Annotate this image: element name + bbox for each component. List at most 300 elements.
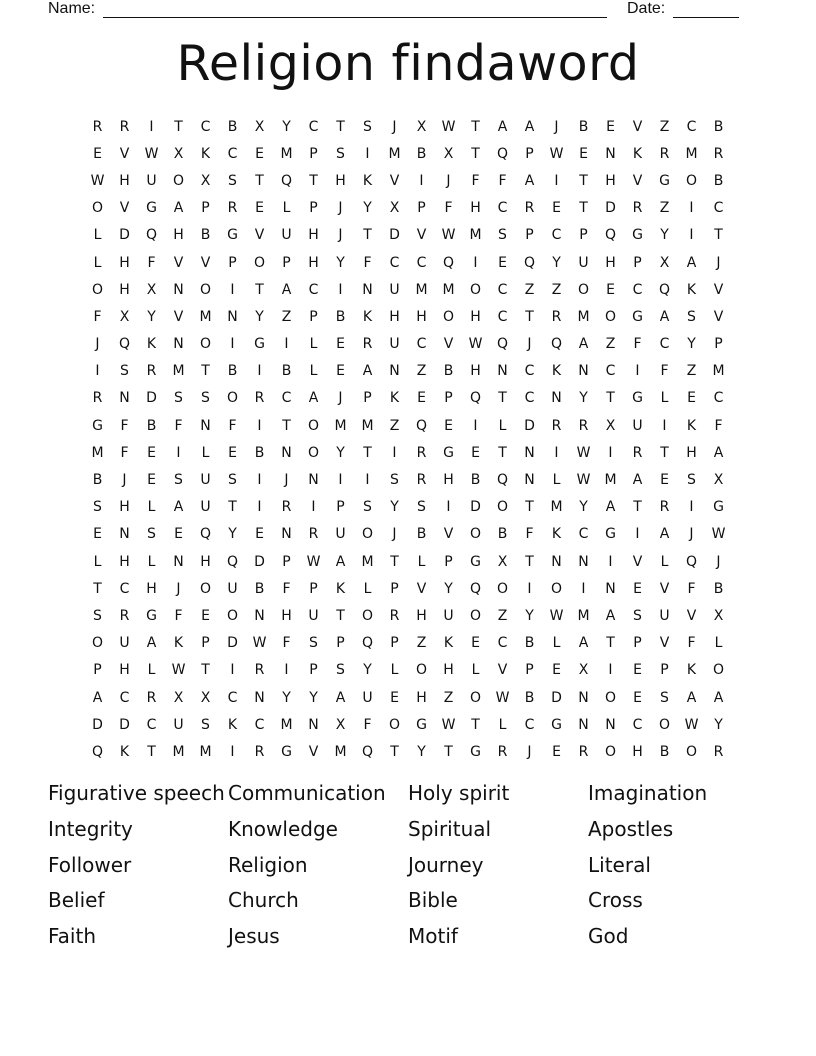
- grid-letter: H: [470, 308, 481, 325]
- grid-letter: A: [524, 172, 535, 189]
- grid-letter: I: [230, 662, 235, 679]
- grid-letter: O: [550, 580, 563, 597]
- grid-letter: Q: [199, 526, 212, 543]
- grid-row: [84, 140, 732, 167]
- grid-letter: K: [389, 390, 400, 407]
- grid-letter: K: [686, 417, 697, 434]
- grid-letter: W: [576, 472, 591, 489]
- grid-letter: B: [524, 635, 535, 652]
- grid-letter: B: [578, 118, 589, 135]
- grid-letter: V: [632, 118, 643, 135]
- grid-letter: N: [605, 580, 616, 597]
- grid-letter: O: [496, 580, 509, 597]
- grid-letter: N: [578, 553, 589, 570]
- grid-letter: H: [119, 281, 130, 298]
- grid-letter: M: [361, 417, 374, 434]
- word-list-item: Belief: [48, 888, 105, 913]
- grid-letter: P: [201, 200, 210, 217]
- grid-row: [84, 521, 732, 548]
- grid-letter: O: [469, 281, 482, 298]
- grid-letter: S: [120, 363, 129, 380]
- grid-letter: L: [390, 662, 399, 679]
- grid-letter: S: [498, 227, 507, 244]
- grid-letter: W: [549, 145, 564, 162]
- grid-letter: S: [417, 499, 426, 516]
- grid-letter: N: [551, 390, 562, 407]
- grid-letter: N: [578, 716, 589, 733]
- grid-letter: W: [576, 444, 591, 461]
- grid-letter: A: [362, 363, 373, 380]
- grid-row: [84, 738, 732, 765]
- grid-letter: O: [685, 172, 698, 189]
- grid-letter: I: [257, 363, 262, 380]
- grid-letter: E: [444, 417, 453, 434]
- grid-letter: P: [714, 336, 723, 353]
- grid-letter: Z: [524, 281, 535, 298]
- grid-letter: B: [254, 580, 265, 597]
- grid-letter: L: [660, 553, 669, 570]
- grid-letter: E: [660, 472, 669, 489]
- grid-letter: K: [173, 635, 184, 652]
- grid-letter: N: [578, 363, 589, 380]
- grid-letter: H: [146, 580, 157, 597]
- grid-letter: C: [119, 580, 130, 597]
- grid-letter: O: [91, 200, 104, 217]
- grid-letter: C: [524, 716, 535, 733]
- grid-letter: P: [390, 635, 399, 652]
- grid-letter: Y: [660, 227, 669, 244]
- grid-letter: O: [469, 689, 482, 706]
- grid-row: [84, 331, 732, 358]
- grid-letter: M: [361, 553, 374, 570]
- grid-letter: T: [444, 743, 453, 760]
- grid-letter: C: [713, 390, 724, 407]
- grid-letter: P: [309, 580, 318, 597]
- grid-letter: J: [392, 526, 397, 543]
- grid-letter: I: [149, 118, 154, 135]
- grid-letter: E: [255, 200, 264, 217]
- grid-letter: G: [659, 172, 670, 189]
- grid-letter: B: [335, 308, 346, 325]
- grid-letter: V: [119, 200, 130, 217]
- grid-letter: C: [254, 716, 265, 733]
- grid-letter: S: [390, 472, 399, 489]
- grid-letter: S: [228, 172, 237, 189]
- grid-letter: O: [91, 281, 104, 298]
- grid-letter: W: [441, 716, 456, 733]
- grid-row: [84, 303, 732, 330]
- grid-letter: I: [554, 172, 559, 189]
- grid-letter: U: [227, 580, 238, 597]
- grid-letter: E: [552, 200, 561, 217]
- grid-letter: T: [525, 553, 534, 570]
- grid-letter: P: [309, 200, 318, 217]
- grid-letter: Y: [525, 607, 534, 624]
- grid-letter: B: [92, 472, 103, 489]
- word-list-item: Journey: [408, 852, 484, 877]
- grid-letter: Z: [659, 118, 670, 135]
- grid-letter: K: [362, 172, 373, 189]
- grid-letter: M: [280, 145, 293, 162]
- grid-letter: B: [470, 472, 481, 489]
- grid-letter: E: [633, 580, 642, 597]
- page-title: Religion findaword: [176, 35, 640, 92]
- grid-letter: Y: [417, 743, 426, 760]
- grid-letter: O: [307, 444, 320, 461]
- grid-letter: R: [551, 308, 562, 325]
- grid-letter: U: [335, 526, 346, 543]
- worksheet-header: [48, 0, 748, 20]
- word-list-item: Holy spirit: [408, 781, 510, 805]
- grid-letter: L: [147, 553, 156, 570]
- grid-letter: J: [716, 553, 721, 570]
- grid-letter: I: [338, 472, 343, 489]
- grid-letter: H: [416, 607, 427, 624]
- grid-letter: H: [173, 227, 184, 244]
- grid-letter: I: [689, 227, 694, 244]
- grid-letter: H: [119, 499, 130, 516]
- grid-letter: Y: [282, 689, 291, 706]
- grid-letter: O: [442, 308, 455, 325]
- grid-letter: I: [635, 526, 640, 543]
- grid-letter: R: [308, 526, 319, 543]
- grid-letter: X: [605, 417, 616, 434]
- grid-letter: L: [282, 200, 291, 217]
- grid-letter: V: [713, 308, 724, 325]
- grid-letter: I: [392, 444, 397, 461]
- grid-letter: S: [201, 716, 210, 733]
- grid-letter: L: [498, 417, 507, 434]
- word-list-item: Literal: [588, 852, 651, 877]
- word-list-item: Figurative speech: [48, 781, 225, 805]
- grid-letter: O: [361, 607, 374, 624]
- grid-letter: H: [605, 172, 616, 189]
- grid-letter: R: [254, 743, 265, 760]
- grid-letter: J: [554, 118, 559, 135]
- grid-letter: P: [336, 635, 345, 652]
- grid-letter: D: [551, 689, 562, 706]
- grid-letter: G: [470, 743, 481, 760]
- grid-letter: M: [199, 308, 212, 325]
- grid-letter: B: [200, 227, 211, 244]
- grid-letter: T: [255, 172, 264, 189]
- grid-letter: O: [199, 281, 212, 298]
- grid-letter: L: [309, 336, 318, 353]
- grid-letter: Z: [686, 363, 697, 380]
- grid-letter: X: [173, 689, 184, 706]
- grid-letter: T: [201, 662, 210, 679]
- grid-letter: Q: [685, 553, 698, 570]
- grid-letter: C: [389, 254, 400, 271]
- grid-letter: C: [686, 118, 697, 135]
- grid-letter: W: [171, 662, 186, 679]
- grid-letter: H: [416, 689, 427, 706]
- grid-letter: X: [578, 662, 589, 679]
- grid-letter: O: [199, 580, 212, 597]
- grid-letter: S: [660, 689, 669, 706]
- grid-letter: I: [338, 281, 343, 298]
- grid-letter: Z: [659, 200, 670, 217]
- grid-letter: I: [635, 363, 640, 380]
- grid-letter: I: [230, 336, 235, 353]
- grid-letter: H: [200, 553, 211, 570]
- grid-letter: L: [660, 390, 669, 407]
- grid-letter: V: [443, 336, 454, 353]
- grid-letter: S: [228, 472, 237, 489]
- grid-letter: D: [92, 716, 103, 733]
- grid-letter: N: [173, 336, 184, 353]
- grid-letter: C: [659, 336, 670, 353]
- grid-letter: E: [417, 390, 426, 407]
- word-list-item: Faith: [48, 924, 96, 949]
- grid-letter: S: [174, 390, 183, 407]
- grid-letter: I: [473, 254, 478, 271]
- grid-letter: D: [524, 417, 535, 434]
- grid-letter: I: [419, 172, 424, 189]
- grid-letter: Z: [416, 363, 427, 380]
- grid-letter: G: [281, 743, 292, 760]
- grid-letter: U: [632, 417, 643, 434]
- grid-letter: N: [578, 689, 589, 706]
- grid-row: [84, 412, 732, 439]
- grid-letter: N: [119, 390, 130, 407]
- grid-letter: H: [119, 553, 130, 570]
- grid-letter: G: [254, 336, 265, 353]
- grid-letter: F: [174, 607, 183, 624]
- grid-letter: Y: [282, 118, 291, 135]
- grid-letter: Z: [416, 635, 427, 652]
- grid-letter: A: [173, 200, 184, 217]
- word-list-item: Integrity: [48, 816, 133, 841]
- grid-letter: J: [392, 118, 397, 135]
- grid-letter: E: [471, 444, 480, 461]
- grid-letter: R: [119, 118, 130, 135]
- grid-letter: B: [227, 118, 238, 135]
- grid-letter: U: [389, 336, 400, 353]
- grid-letter: V: [632, 172, 643, 189]
- grid-letter: S: [93, 607, 102, 624]
- grid-letter: C: [119, 689, 130, 706]
- grid-letter: I: [257, 472, 262, 489]
- grid-letter: U: [362, 689, 373, 706]
- grid-letter: T: [471, 118, 480, 135]
- grid-letter: I: [581, 580, 586, 597]
- word-list-item: Follower: [48, 852, 132, 877]
- grid-letter: B: [281, 363, 292, 380]
- date-label: Date:: [627, 0, 666, 17]
- grid-letter: Y: [687, 336, 696, 353]
- grid-letter: B: [146, 417, 157, 434]
- grid-letter: F: [498, 172, 507, 189]
- grid-letter: C: [497, 635, 508, 652]
- grid-row: [84, 602, 732, 629]
- grid-letter: Y: [363, 662, 372, 679]
- grid-letter: K: [362, 308, 373, 325]
- grid-letter: N: [173, 281, 184, 298]
- grid-letter: N: [362, 281, 373, 298]
- grid-row: [84, 385, 732, 412]
- grid-letter: C: [227, 145, 238, 162]
- grid-letter: D: [119, 227, 130, 244]
- grid-letter: V: [173, 254, 184, 271]
- grid-letter: U: [308, 607, 319, 624]
- grid-letter: A: [713, 689, 724, 706]
- grid-letter: O: [577, 281, 590, 298]
- grid-letter: D: [119, 716, 130, 733]
- grid-letter: S: [633, 607, 642, 624]
- grid-letter: L: [363, 580, 372, 597]
- grid-letter: M: [604, 472, 617, 489]
- grid-letter: Y: [579, 499, 588, 516]
- grid-letter: P: [444, 390, 453, 407]
- grid-letter: F: [363, 254, 372, 271]
- grid-letter: Y: [579, 390, 588, 407]
- grid-letter: R: [659, 145, 670, 162]
- word-list: [48, 777, 768, 956]
- grid-letter: L: [147, 662, 156, 679]
- grid-letter: N: [173, 553, 184, 570]
- grid-letter: E: [201, 607, 210, 624]
- grid-letter: T: [606, 635, 615, 652]
- grid-letter: K: [227, 716, 238, 733]
- grid-letter: J: [716, 254, 721, 271]
- word-list-item: Motif: [408, 924, 458, 949]
- grid-letter: I: [689, 499, 694, 516]
- grid-letter: D: [605, 200, 616, 217]
- grid-letter: N: [524, 472, 535, 489]
- grid-letter: I: [230, 281, 235, 298]
- grid-letter: U: [443, 607, 454, 624]
- grid-letter: N: [254, 689, 265, 706]
- grid-letter: S: [93, 499, 102, 516]
- grid-letter: U: [281, 227, 292, 244]
- grid-letter: V: [659, 580, 670, 597]
- grid-letter: B: [713, 118, 724, 135]
- grid-letter: B: [443, 363, 454, 380]
- grid-letter: T: [390, 553, 399, 570]
- grid-letter: F: [363, 716, 372, 733]
- grid-letter: L: [201, 444, 210, 461]
- grid-letter: M: [712, 363, 725, 380]
- grid-letter: W: [90, 172, 105, 189]
- grid-letter: I: [473, 417, 478, 434]
- grid-letter: P: [633, 254, 642, 271]
- name-blank-line: [103, 17, 607, 18]
- grid-row: [84, 249, 732, 276]
- grid-letter: R: [713, 743, 724, 760]
- grid-letter: R: [578, 743, 589, 760]
- grid-letter: W: [252, 635, 267, 652]
- grid-letter: F: [660, 363, 669, 380]
- word-list-item: Religion: [228, 852, 308, 877]
- grid-letter: P: [309, 662, 318, 679]
- grid-letter: Z: [443, 689, 454, 706]
- grid-letter: X: [146, 281, 157, 298]
- grid-letter: X: [713, 472, 724, 489]
- grid-letter: R: [551, 417, 562, 434]
- grid-letter: O: [604, 689, 617, 706]
- grid-letter: T: [228, 499, 237, 516]
- grid-letter: C: [497, 308, 508, 325]
- grid-letter: T: [93, 580, 102, 597]
- grid-letter: Y: [444, 580, 453, 597]
- grid-letter: I: [608, 444, 613, 461]
- grid-letter: V: [416, 227, 427, 244]
- grid-letter: T: [174, 118, 183, 135]
- grid-letter: A: [686, 689, 697, 706]
- grid-letter: R: [362, 336, 373, 353]
- grid-letter: H: [281, 607, 292, 624]
- grid-letter: B: [416, 526, 427, 543]
- grid-letter: V: [713, 281, 724, 298]
- grid-letter: S: [687, 472, 696, 489]
- grid-letter: N: [281, 526, 292, 543]
- grid-letter: R: [578, 417, 589, 434]
- grid-row: [84, 358, 732, 385]
- grid-letter: O: [388, 716, 401, 733]
- grid-letter: P: [525, 662, 534, 679]
- grid-letter: E: [579, 145, 588, 162]
- grid-row: [84, 222, 732, 249]
- grid-letter: X: [335, 716, 346, 733]
- grid-letter: O: [415, 662, 428, 679]
- grid-letter: F: [282, 635, 291, 652]
- grid-letter: B: [659, 743, 670, 760]
- grid-letter: A: [281, 281, 292, 298]
- grid-letter: N: [254, 607, 265, 624]
- grid-letter: H: [119, 662, 130, 679]
- grid-letter: T: [363, 444, 372, 461]
- grid-letter: I: [446, 499, 451, 516]
- grid-letter: Q: [226, 553, 239, 570]
- grid-letter: C: [524, 390, 535, 407]
- grid-letter: M: [280, 716, 293, 733]
- grid-letter: I: [95, 363, 100, 380]
- grid-letter: L: [552, 635, 561, 652]
- grid-letter: S: [363, 499, 372, 516]
- grid-letter: X: [173, 145, 184, 162]
- grid-letter: O: [604, 308, 617, 325]
- grid-letter: N: [605, 716, 616, 733]
- grid-row: [84, 657, 732, 684]
- grid-letter: G: [551, 716, 562, 733]
- grid-letter: Z: [605, 336, 616, 353]
- grid-letter: T: [633, 499, 642, 516]
- grid-letter: I: [554, 444, 559, 461]
- grid-letter: K: [146, 336, 157, 353]
- grid-letter: P: [417, 200, 426, 217]
- grid-letter: Q: [118, 336, 131, 353]
- grid-letter: L: [93, 553, 102, 570]
- grid-letter: C: [227, 689, 238, 706]
- grid-letter: N: [605, 145, 616, 162]
- grid-letter: C: [308, 118, 319, 135]
- grid-letter: R: [416, 444, 427, 461]
- grid-letter: T: [579, 200, 588, 217]
- word-list-item: Knowledge: [228, 816, 338, 841]
- grid-letter: Q: [496, 145, 509, 162]
- grid-letter: E: [633, 689, 642, 706]
- grid-letter: H: [335, 172, 346, 189]
- grid-row: [84, 167, 732, 194]
- grid-letter: T: [309, 172, 318, 189]
- grid-letter: N: [308, 472, 319, 489]
- grid-letter: A: [497, 118, 508, 135]
- grid-letter: O: [496, 499, 509, 516]
- grid-letter: Q: [415, 417, 428, 434]
- grid-letter: Y: [714, 716, 723, 733]
- grid-letter: L: [471, 662, 480, 679]
